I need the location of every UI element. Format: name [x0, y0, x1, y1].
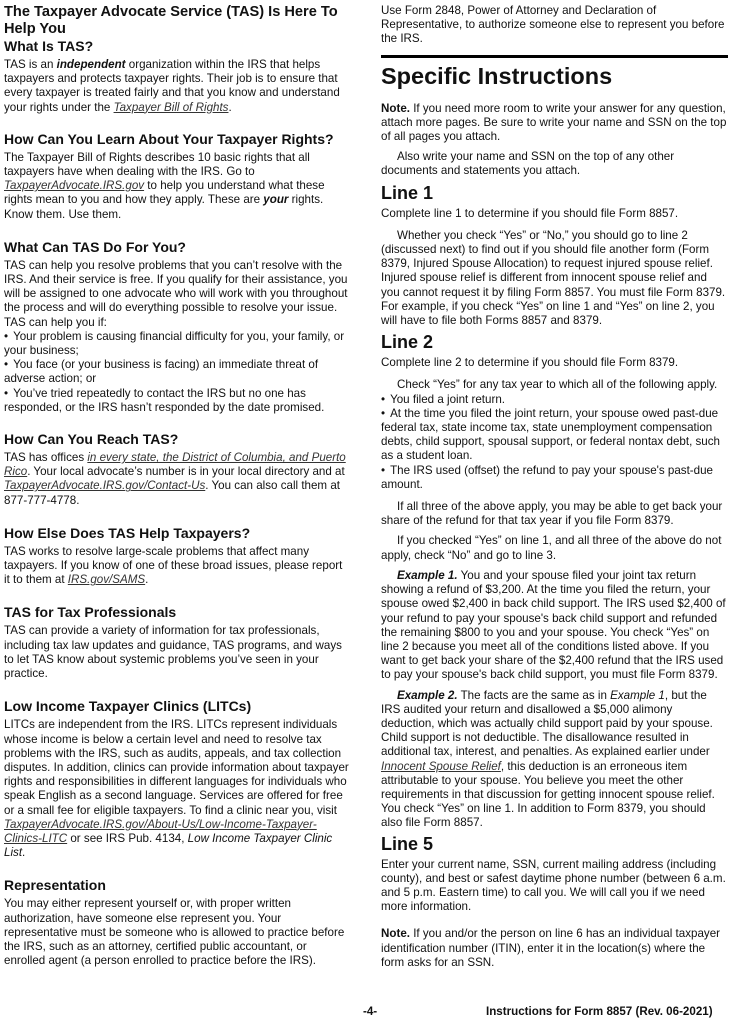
left-column	[4, 4, 351, 982]
sams-link[interactable]: IRS.gov/SAMS	[67, 573, 146, 587]
list-item: • Your problem is causing financial difficulty for you, your family, or your business;	[4, 330, 351, 358]
list-item: • The IRS used (offset) the refund to pay your spouse's past-due amount.	[381, 464, 728, 492]
taxpayer-advocate-link[interactable]: TaxpayerAdvocate.IRS.gov	[4, 179, 145, 193]
litc-link[interactable]: TaxpayerAdvocate.IRS.gov/About-Us/Low-Income-Taxpayer-Clinics-LITC	[4, 817, 317, 845]
list-item: • You’ve tried repeatedly to contact the IRS but no one has responded, or the IRS hasn’t responded by the date promised.	[4, 387, 351, 415]
line-5-heading: Line 5	[381, 833, 434, 854]
page-number: -4-	[363, 1005, 378, 1018]
line-2-refund-text: If all three of the above apply, you may be able to get back your share of the refund for that tax year if you file Form 8379.	[381, 500, 723, 528]
taxpayer-bill-of-rights-link[interactable]: Taxpayer Bill of Rights	[113, 100, 229, 114]
note-itin-text: Note. If you and/or the person on line 6 has an individual taxpayer identification number (ITIN), enter it in the location(s) where the form asks for an SSN.	[381, 927, 720, 969]
innocent-spouse-relief-link[interactable]: Innocent Spouse Relief	[381, 759, 501, 773]
line-2-no-text: If you checked “Yes” on line 1, and all three of the above do not apply, check “No” and go to line 3.	[381, 534, 722, 562]
line-2-intro: Complete line 2 to determine if you should file Form 8379.	[381, 356, 679, 370]
else-help-text: TAS works to resolve large-scale problems that affect many taxpayers. If you know of one of these broad issues, please report it to them at IRS.gov/SAMS.	[4, 544, 343, 587]
line-1-text: Whether you check “Yes” or “No,” you should go to line 2 (discussed next) to find out if you should file another form (Form 8379, Injured Spouse Allocation) to request injured spouse relief. Injured spouse relief is different from innocent spouse relief and you cannot request it by filing Form 8857. You must file Form 8379. For example, if you check “Yes” on line 1 and “Yes” on line 2, you will have to file both Forms 8857 and 8379.	[381, 228, 726, 328]
contact-us-link[interactable]: TaxpayerAdvocate.IRS.gov/Contact-Us	[4, 479, 206, 493]
representation-text: You may either represent yourself or, with proper written authorization, have someone else represent you. Your representative must be someone who is allowed to practice before the IRS, such as an attorney, certified public accountant, or enrolled agent (a person enrolled to practice before the IRS).	[4, 897, 345, 968]
note-text: Note. If you need more room to write your answer for any question, attach more pages. Be sure to write your name and SSN on the top of all pages you attach.	[381, 101, 727, 144]
what-can-tas-do-text: TAS can help you resolve problems that you can’t resolve with the IRS. And their service is free. If you qualify for their assistance, you will be assigned to one advocate who will work with you throughout the process and will do everything possible to resolve your issue. TAS can help you if:	[4, 258, 348, 329]
list-item: • You filed a joint return.	[381, 393, 728, 407]
line-2-apply-text: Check “Yes” for any tax year to which all of the following apply.	[397, 378, 718, 392]
tax-professionals-heading: TAS for Tax Professionals	[4, 604, 177, 621]
what-is-tas-heading: What Is TAS?	[4, 38, 94, 54]
line-1-heading: Line 1	[381, 182, 434, 203]
line-2-heading: Line 2	[381, 332, 434, 353]
reach-tas-text: TAS has offices in every state, the District of Columbia, and Puerto Rico. Your local advocate’s number is in your local directory and at TaxpayerAdvocate.IRS.gov/Contact-Us. You can also call them at 877-777-4778.	[4, 451, 346, 507]
tas-offices-link[interactable]: in every state, the District of Columbia, and Puerto Rico	[4, 451, 346, 479]
footer-title: Instructions for Form 8857 (Rev. 06-2021)	[486, 1005, 713, 1018]
litc-text: LITCs are independent from the IRS. LITCs represent individuals whose income is below a certain level and need to resolve tax problems with the IRS, such as audits, appeals, and tax collection disputes. In addition, clinics can provide information about taxpayer rights and responsibilities in different languages for individuals who speak English as a second language. Services are offered for free or a small fee for eligible taxpayers. To find a clinic near you, visit TaxpayerAdvocate.IRS.gov/About-Us/Low-Income-Taxpayer-Clinics-LITC or see IRS Pub. 4134, Low Income Taxpayer Clinic List.	[4, 718, 349, 860]
learn-rights-heading: How Can You Learn About Your Taxpayer Rights?	[4, 130, 334, 147]
list-item: • You face (or your business is facing) an immediate threat of adverse action; or	[4, 358, 351, 386]
what-is-tas-text: TAS is an independent organization within the IRS that helps taxpayers and protects taxpayer rights. Their job is to ensure that every taxpayer is treated fairly and that you know and understand your rights under the Taxpayer Bill of Rights.	[4, 58, 340, 114]
also-text: Also write your name and SSN on the top of any other documents and statements you attach.	[381, 150, 675, 178]
reach-tas-heading: How Can You Reach TAS?	[4, 431, 179, 448]
else-help-heading: How Else Does TAS Help Taxpayers?	[4, 524, 251, 541]
example-1-text: Example 1. You and your spouse filed your joint tax return showing a refund of $3,200. At the time you filed the return, your spouse owed $2,400 in back child support. The IRS used $2,400 of your refund to pay your spouse's back child support and refunded the remaining $800 to you and your spouse. You check “Yes” on line 2 because you meet all of the conditions listed above. If you want to get back your share of the $2,400 refund that the IRS used to pay your spouse's back child support, you must file Form 8379.	[381, 568, 726, 682]
example-2-text: Example 2. The facts are the same as in Example 1, but the IRS audited your return and disallowed a $5,000 alimony deduction, which was actually child support paid by your spouse. Child support is not deductible. The disallowance resulted in additional tax, interest, and penalties. As explained earlier under Innocent Spouse Relief, this deduction is an erroneous item attributable to your spouse. You believe you meet the other requirements in that discussion for getting innocent spouse relief. You check “Yes” on line 1. In addition to Form 8379, you should also file Form 8857.	[381, 688, 715, 830]
line-1-intro: Complete line 1 to determine if you should file Form 8857.	[381, 206, 679, 220]
specific-instructions-heading: Specific Instructions	[381, 55, 728, 90]
tax-professionals-text: TAS can provide a variety of information for tax professionals, including tax law updates and guidance, TAS programs, and ways to let TAS know about systemic problems you’ve seen in your practice.	[4, 624, 342, 681]
list-item: • At the time you filed the joint return, your spouse owed past-due federal tax, state income tax, state unemployment compensation debts, child support, spousal support, or federal nontax debt, such as a student loan.	[381, 407, 728, 464]
representation-continued: Use Form 2848, Power of Attorney and Declaration of Representative, to authorize someone else to represent you before the IRS.	[381, 4, 725, 46]
litc-heading: Low Income Taxpayer Clinics (LITCs)	[4, 698, 252, 715]
representation-heading: Representation	[4, 877, 106, 894]
line-5-text: Enter your current name, SSN, current mailing address (including county), and best or safest daytime phone number (between 6 a.m. and 5 p.m. Eastern time) to call you. We will call you if we need more information.	[381, 857, 726, 914]
learn-rights-text: The Taxpayer Bill of Rights describes 10 basic rights that all taxpayers have when dealing with the IRS. Go to TaxpayerAdvocate.IRS.gov to help you understand what these rights mean to you and how they apply. These are your rights. Know them. Use them.	[4, 150, 325, 221]
what-can-tas-do-heading: What Can TAS Do For You?	[4, 238, 186, 255]
right-column	[381, 4, 728, 984]
tas-heading: The Taxpayer Advocate Service (TAS) Is Here To Help You	[4, 4, 338, 37]
